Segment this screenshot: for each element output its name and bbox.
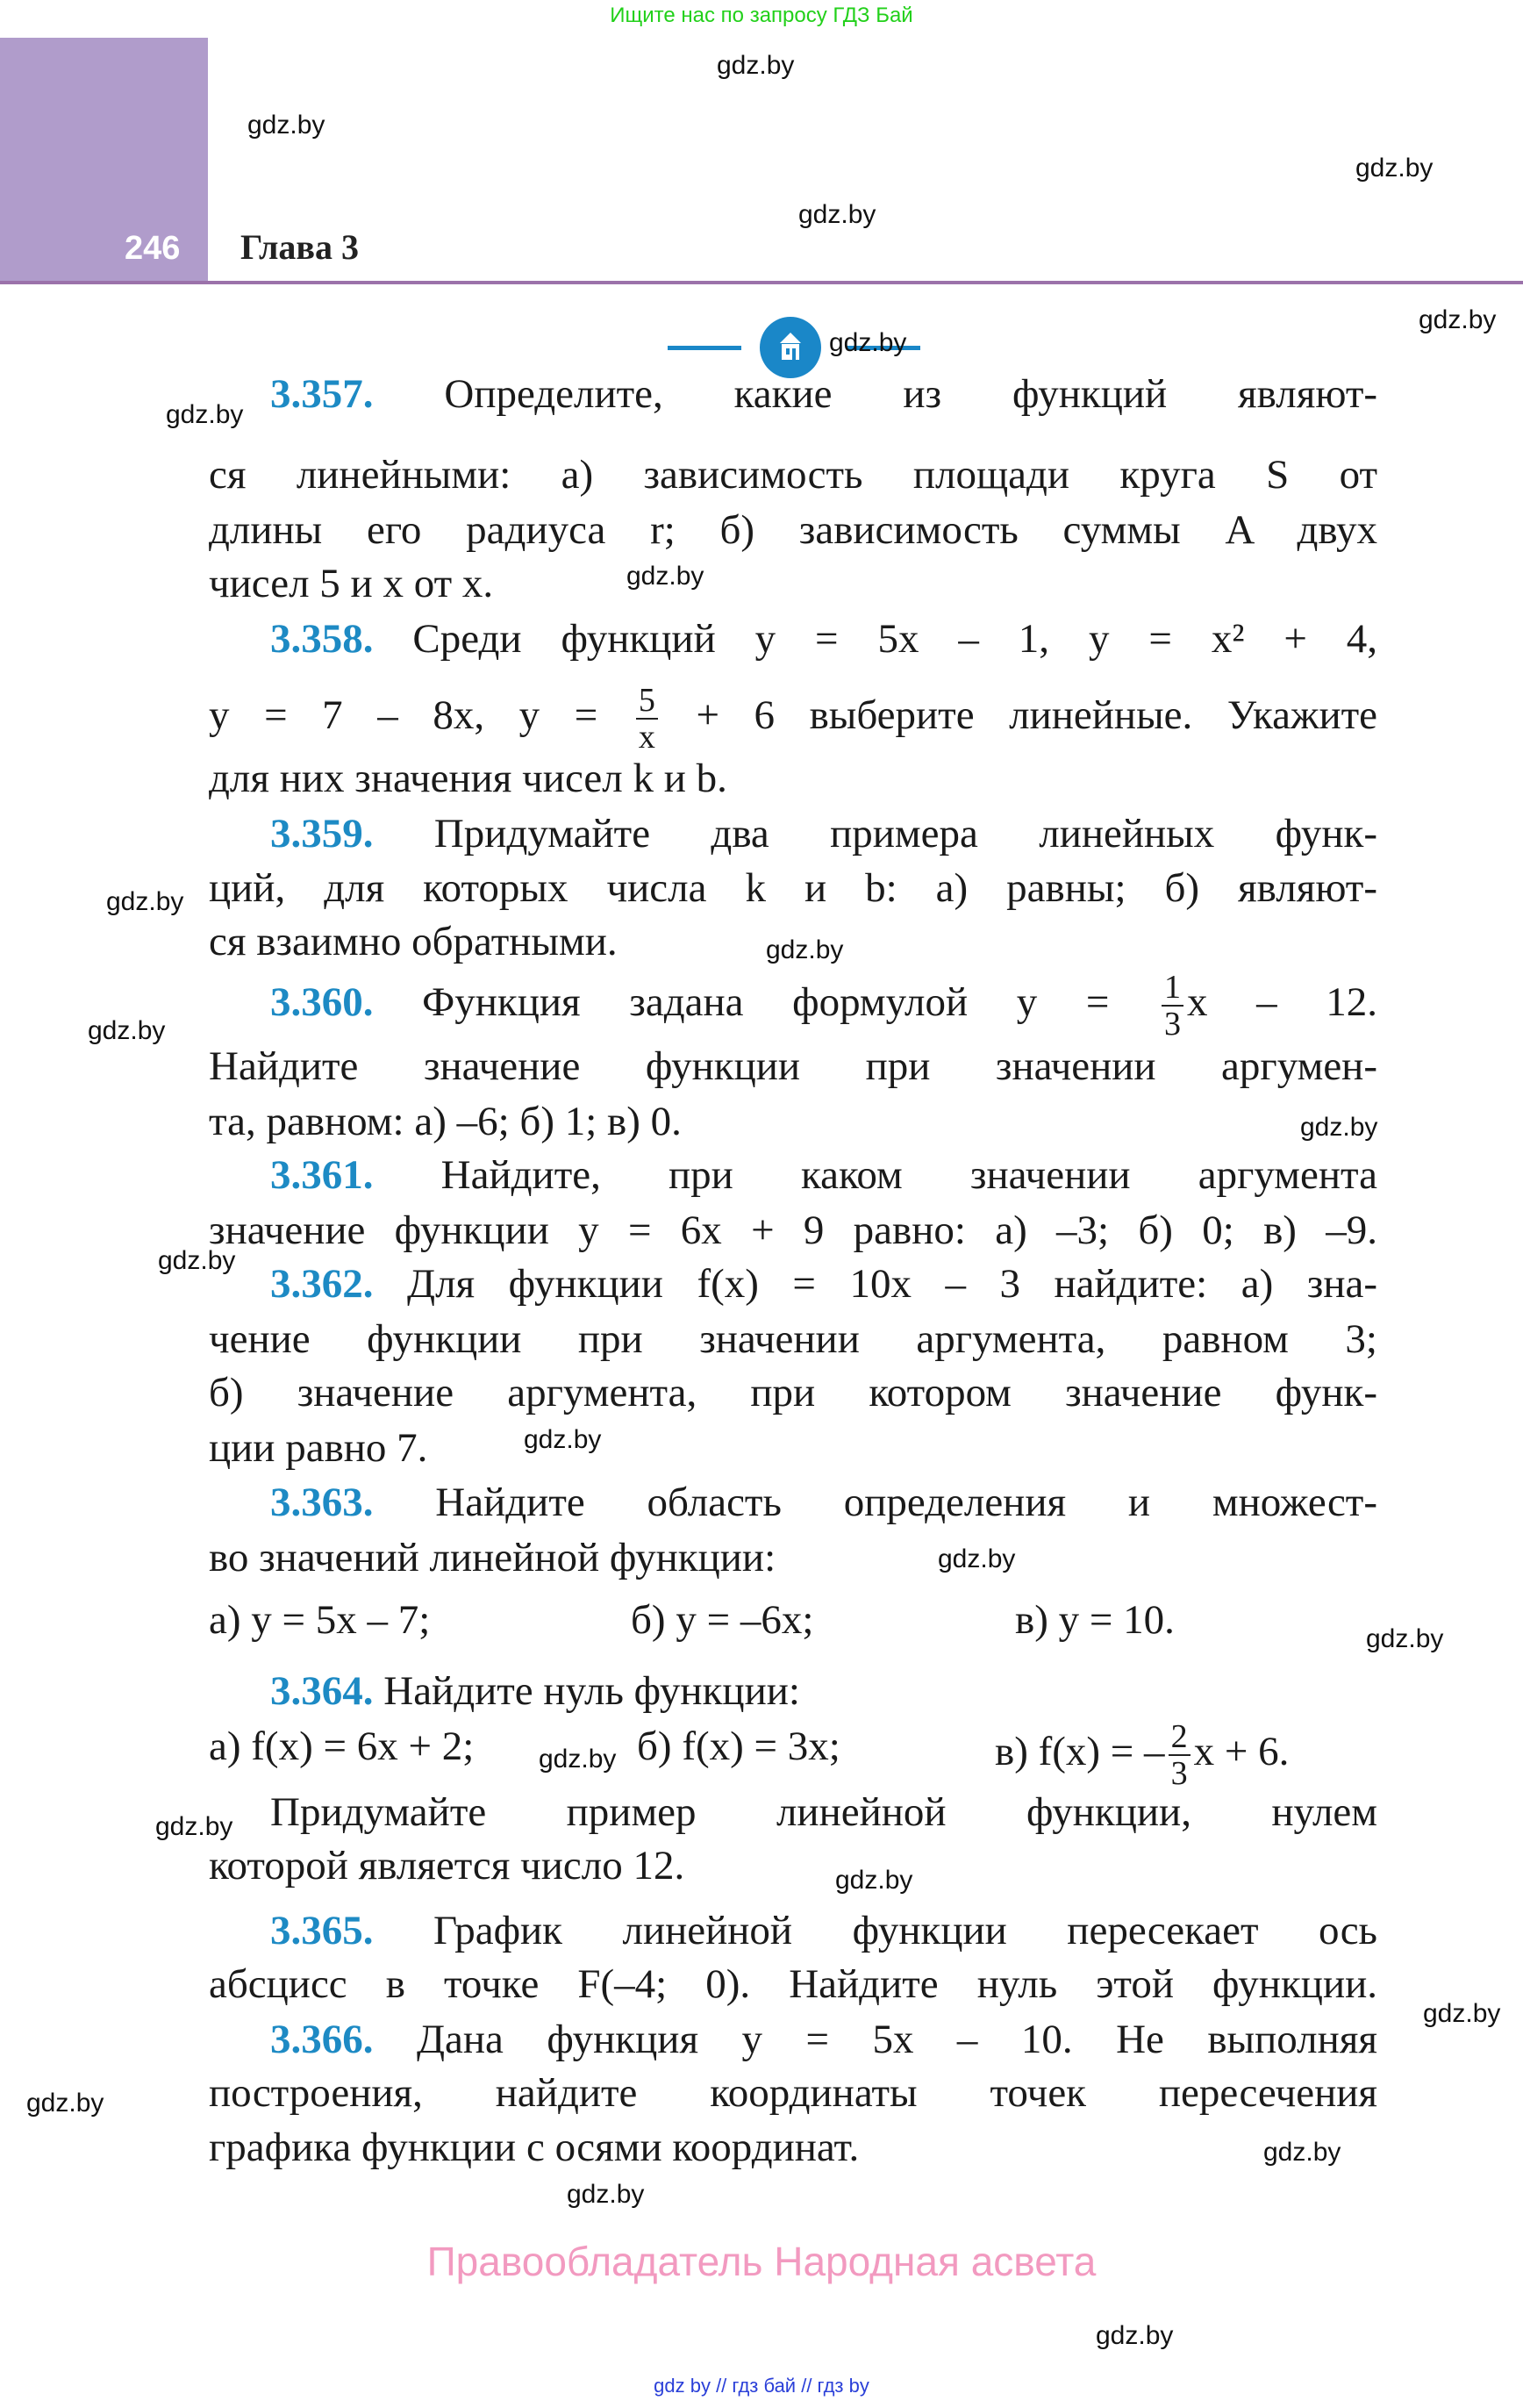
exercise-number: 3.365. xyxy=(270,1908,374,1953)
option-c xyxy=(995,1718,1290,1792)
line-text: ции равно 7. xyxy=(209,1425,428,1471)
line-text: Найдите область определения и множест- xyxy=(435,1480,1377,1525)
text-line xyxy=(209,1312,1377,1366)
exercise-3-364 xyxy=(270,1664,1377,1718)
numerator: 5 xyxy=(636,683,658,720)
watermark: gdz.by xyxy=(938,1544,1016,1573)
line-text: б) значение аргумента, при котором значение функ- xyxy=(209,1370,1377,1415)
option-a: а) y = 5x – 7; xyxy=(209,1597,431,1643)
line-text: ся линейными: а) зависимость площади круга S от xyxy=(209,452,1377,498)
exercise-number: 3.360. xyxy=(270,978,374,1025)
watermark: gdz.by xyxy=(1419,305,1497,334)
line-text: Определите, какие из функций являют- xyxy=(444,371,1378,417)
exercise-number: 3.366. xyxy=(270,2017,374,2062)
watermark: gdz.by xyxy=(539,1745,617,1774)
watermark: gdz.by xyxy=(106,887,184,916)
exercise-number: 3.359. xyxy=(270,811,374,856)
denominator: 3 xyxy=(1164,1006,1182,1043)
text-line xyxy=(209,1530,1377,1585)
watermark: gdz.by xyxy=(1300,1113,1378,1142)
line-text: Для функции f(x) = 10x – 3 найдите: а) зна- xyxy=(407,1261,1377,1307)
watermark: gdz.by xyxy=(155,1812,233,1841)
line-text: графика функции с осями координат. xyxy=(209,2125,860,2170)
line-text: Придумайте пример линейной функции, нулем xyxy=(270,1789,1377,1835)
line-text: Найдите, при каком значении аргумента xyxy=(440,1152,1378,1198)
text-line xyxy=(209,1421,1377,1475)
exercise-3-357 xyxy=(270,367,1377,421)
header-rule xyxy=(0,281,1523,284)
text-line xyxy=(209,861,1377,915)
watermark: gdz.by xyxy=(88,1016,166,1045)
watermark: gdz.by xyxy=(798,200,876,229)
numerator: 2 xyxy=(1169,1719,1191,1756)
exercise-number: 3.361. xyxy=(270,1152,374,1198)
line-text: длины его радиуса r; б) зависимость суммы A двух xyxy=(209,507,1377,553)
line-text: в) f(x) = – xyxy=(995,1728,1165,1774)
text-line xyxy=(209,2066,1377,2120)
line-text: чение функции при значении аргумента, равном 3; xyxy=(209,1316,1377,1362)
watermark: gdz.by xyxy=(524,1425,602,1454)
watermark: gdz.by xyxy=(1366,1624,1444,1653)
watermark: gdz.by xyxy=(1263,2138,1341,2167)
page-number: 246 xyxy=(125,230,181,267)
line-text: чисел 5 и x от x. xyxy=(209,561,494,606)
text-line xyxy=(270,1785,1377,1839)
exercise-number: 3.363. xyxy=(270,1480,374,1525)
line-text: построения, найдите координаты точек пересечения xyxy=(209,2070,1377,2116)
text-line xyxy=(209,1094,1377,1149)
fraction xyxy=(1162,970,1183,1042)
divider-left xyxy=(668,346,741,350)
line-text: абсцисс в точке F(–4; 0). Найдите нуль этой функции. xyxy=(209,1961,1377,2007)
line-text: Среди функций y = 5x – 1, y = x² + 4, xyxy=(412,616,1377,662)
line-text: Функция задана формулой y = xyxy=(422,978,1110,1025)
line-text: + 6 выберите линейные. Укажите xyxy=(696,692,1378,738)
text-line xyxy=(209,1838,1377,1893)
line-text: которой является число 12. xyxy=(209,1843,685,1888)
option-b: б) f(x) = 3x; xyxy=(637,1724,840,1769)
text-line xyxy=(209,751,1377,806)
line-text: Найдите нуль функции: xyxy=(383,1668,800,1714)
exercise-3-363 xyxy=(270,1475,1377,1530)
exercise-3-359 xyxy=(270,806,1377,861)
text-line xyxy=(209,1203,1377,1258)
exercise-3-365 xyxy=(270,1903,1377,1958)
footer-links[interactable]: gdz by // гдз бай // гдз by xyxy=(654,2375,869,2397)
watermark: gdz.by xyxy=(835,1866,913,1895)
option-c: в) y = 10. xyxy=(1015,1597,1175,1643)
line-text: x – 12. xyxy=(1187,978,1378,1025)
exercise-number: 3.364. xyxy=(270,1668,374,1714)
watermark: gdz.by xyxy=(766,935,844,964)
line-text: График линейной функции пересекает ось xyxy=(433,1908,1377,1953)
denominator: x xyxy=(638,719,655,756)
watermark: gdz.by xyxy=(1423,1999,1501,2028)
exercise-3-361 xyxy=(270,1148,1377,1202)
line-text: Дана функция y = 5x – 10. Не выполняя xyxy=(416,2017,1377,2062)
line-text: Найдите значение функции при значении аргумен- xyxy=(209,1043,1377,1089)
line-text: значение функции y = 6x + 9 равно: а) –3; б) 0; в) –9. xyxy=(209,1208,1377,1253)
watermark: gdz.by xyxy=(166,400,244,429)
copyright-owner: Правообладатель Народная асвета xyxy=(426,2239,1097,2284)
text-line xyxy=(209,503,1377,557)
text-line xyxy=(209,448,1377,502)
watermark: gdz.by xyxy=(158,1246,236,1275)
text-line xyxy=(209,556,1377,611)
watermark: gdz.by xyxy=(829,328,907,357)
exercise-3-366 xyxy=(270,2012,1377,2067)
exercise-number: 3.357. xyxy=(270,371,374,417)
line-text: во значений линейной функции: xyxy=(209,1535,776,1580)
exercise-3-362 xyxy=(270,1257,1377,1311)
line-text: для них значения чисел k и b. xyxy=(209,756,727,801)
exercise-3-358 xyxy=(270,612,1377,666)
watermark: gdz.by xyxy=(247,111,325,140)
line-text: ся взаимно обратными. xyxy=(209,919,618,964)
fraction xyxy=(1169,1719,1191,1791)
numerator: 1 xyxy=(1162,970,1183,1007)
watermark: gdz.by xyxy=(1096,2321,1174,2350)
line-text: y = 7 – 8x, y = xyxy=(209,692,598,738)
chapter-title: Глава 3 xyxy=(240,227,359,267)
watermark: gdz.by xyxy=(26,2089,104,2118)
text-line xyxy=(209,1039,1377,1093)
fraction xyxy=(636,683,658,755)
line-text: ций, для которых числа k и b: а) равны; б) являют- xyxy=(209,865,1377,911)
watermark: gdz.by xyxy=(567,2180,645,2209)
exercise-number: 3.358. xyxy=(270,616,374,662)
watermark: gdz.by xyxy=(626,562,704,591)
text-line xyxy=(209,1365,1377,1420)
exercise-3-360 xyxy=(270,969,1378,1043)
line-text: та, равном: а) –6; б) 1; в) 0. xyxy=(209,1099,682,1144)
line-text: Придумайте два примера линейных функ- xyxy=(433,811,1378,856)
denominator: 3 xyxy=(1170,1755,1188,1792)
watermark: gdz.by xyxy=(1355,154,1434,183)
watermark: gdz.by xyxy=(717,51,795,80)
option-b: б) y = –6x; xyxy=(631,1597,814,1643)
option-a: а) f(x) = 6x + 2; xyxy=(209,1724,475,1769)
exercise-number: 3.362. xyxy=(270,1261,374,1307)
text-line xyxy=(209,2120,1377,2175)
search-hint: Ищите нас по запросу ГДЗ Бай xyxy=(610,4,913,27)
text-line xyxy=(209,1957,1377,2011)
line-text: x + 6. xyxy=(1193,1728,1290,1774)
text-line xyxy=(209,682,1378,756)
